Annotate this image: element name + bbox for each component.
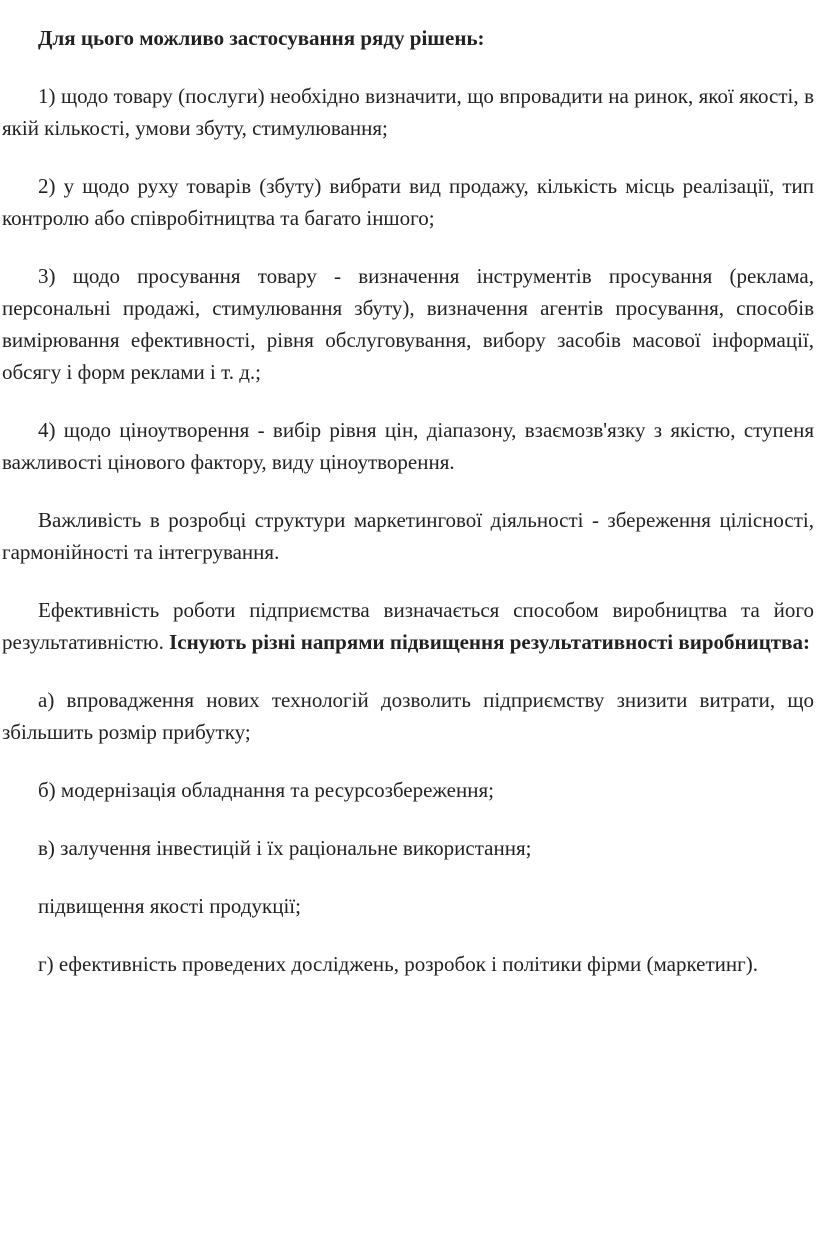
direction-b: б) модернізація обладнання та ресурсозбереження;: [38, 778, 494, 802]
importance-paragraph: Важливість в розробці структури маркетингової діяльності - збереження цілісності, гармонійності та інтегрування.: [2, 508, 814, 564]
decision-item-3: 3) щодо просування товару - визначення інструментів просування (реклама, персональні продажі, стимулювання збуту), визначення агентів просування, способів вимірювання ефективності, рівня обслуговування, вибору засобів масової інформації, обсягу і форм реклами і т. д.;: [2, 264, 814, 384]
direction-g: г) ефективність проведених досліджень, розробок і політики фірми (маркетинг).: [38, 952, 758, 976]
direction-a: а) впровадження нових технологій дозволить підприємству знизити витрати, що збільшить розмір прибутку;: [2, 688, 814, 744]
direction-v: в) залучення інвестицій і їх раціональне використання;: [38, 836, 532, 860]
direction-quality: підвищення якості продукції;: [38, 894, 301, 918]
decision-item-4: 4) щодо ціноутворення - вибір рівня цін, діапазону, взаємозв'язку з якістю, ступеня важливості цінового фактору, виду ціноутворення.: [2, 418, 814, 474]
decision-item-1: 1) щодо товару (послуги) необхідно визначити, що впровадити на ринок, якої якості, в якій кількості, умови збуту, стимулювання;: [2, 84, 814, 140]
efficiency-text: Ефективність роботи підприємства визначається способом виробництва та його результативністю.: [2, 598, 814, 654]
decision-item-2: 2) у щодо руху товарів (збуту) вибрати вид продажу, кількість місць реалізації, тип контролю або співробітництва та багато іншого;: [2, 174, 814, 230]
efficiency-bold-text: Існують різні напрями підвищення результативності виробництва:: [169, 630, 810, 654]
intro-heading: Для цього можливо застосування ряду рішень:: [38, 26, 485, 50]
efficiency-paragraph: [2, 594, 814, 658]
